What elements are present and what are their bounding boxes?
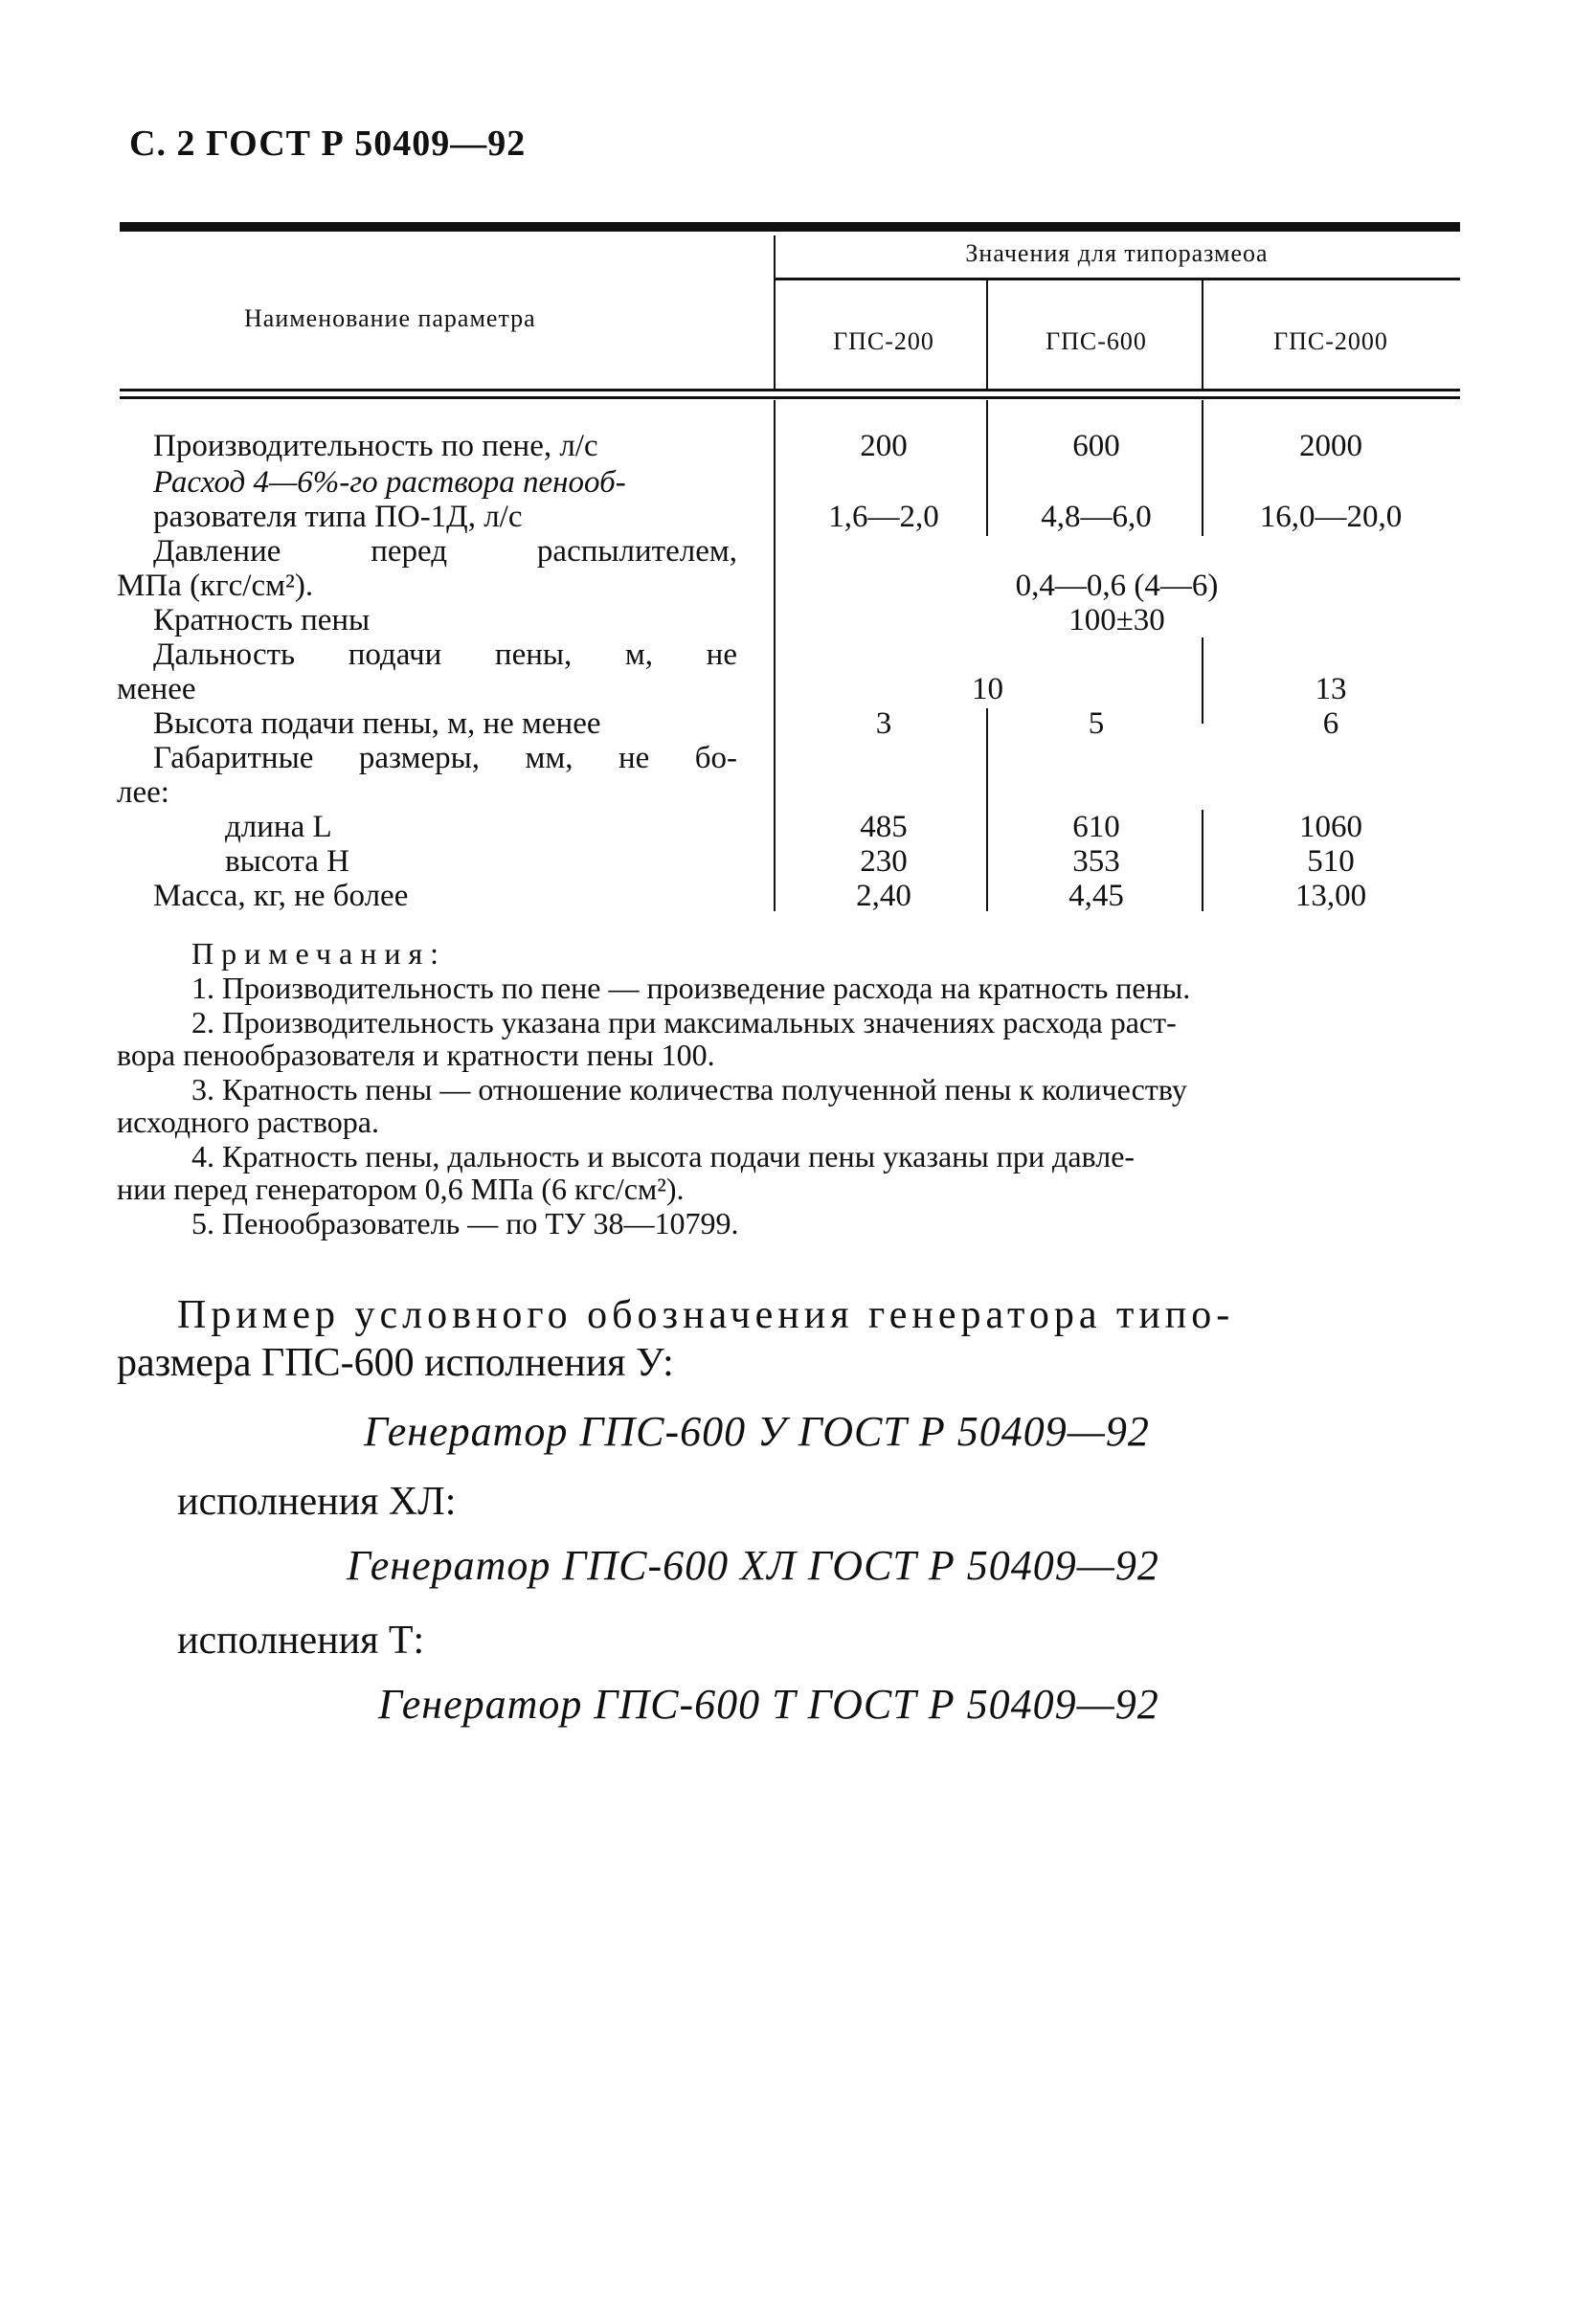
column-header-gps2000: ГПС-2000 bbox=[1273, 327, 1388, 355]
merged-cell: 100±30 bbox=[1068, 603, 1165, 637]
note-4: 4. Кратность пены, дальность и высота подачи пены указаны при давле- bbox=[191, 1139, 1136, 1173]
example-intro-cont: размера ГПС-600 исполнения У: bbox=[117, 1341, 674, 1385]
row-label: лее: bbox=[117, 775, 169, 810]
row-label: МПа (кгс/см²). bbox=[117, 569, 314, 603]
variant-label-t: исполнения Т: bbox=[177, 1619, 425, 1663]
cell: 600 bbox=[1072, 429, 1120, 463]
note-5: 5. Пенообразователь — по ТУ 38—10799. bbox=[191, 1206, 739, 1240]
cell: 2000 bbox=[1299, 429, 1362, 463]
column-header-gps200: ГПС-200 bbox=[833, 327, 934, 355]
note-4-cont: нии перед генератором 0,6 МПа (6 кгс/см²). bbox=[117, 1172, 685, 1206]
cell: 3 bbox=[875, 706, 892, 741]
note-3-cont: исходного раствора. bbox=[117, 1105, 379, 1139]
cell: 6 bbox=[1322, 706, 1339, 741]
note-2-cont: вора пенообразователя и кратности пены 100. bbox=[117, 1038, 715, 1072]
cell: 2,40 bbox=[856, 879, 911, 913]
cell: 230 bbox=[860, 844, 908, 879]
cell: 610 bbox=[1072, 810, 1120, 844]
row-label: длина L bbox=[225, 810, 332, 844]
table-head-rule-2 bbox=[120, 396, 1460, 399]
row-label: высота H bbox=[225, 844, 350, 879]
designation-u: Генератор ГПС-600 У ГОСТ Р 50409—92 bbox=[364, 1408, 1150, 1455]
table-head-rule bbox=[120, 389, 1460, 391]
page-header: С. 2 ГОСТ Р 50409—92 bbox=[129, 123, 527, 164]
row-label: Кратность пены bbox=[153, 603, 371, 637]
notes-title: Примечания: bbox=[191, 936, 447, 971]
row-label: разователя типа ПО-1Д, л/с bbox=[153, 500, 523, 534]
group-header-rule bbox=[774, 278, 1460, 280]
cell: 13 bbox=[1315, 672, 1347, 706]
cell: 4,45 bbox=[1068, 879, 1124, 913]
row-label: Производительность по пене, л/с bbox=[153, 429, 598, 463]
designation-t: Генератор ГПС-600 Т ГОСТ Р 50409—92 bbox=[378, 1681, 1159, 1728]
note-1: 1. Производительность по пене — произведение расхода на кратность пены. bbox=[191, 971, 1191, 1005]
table-top-rule bbox=[120, 222, 1460, 232]
cell: 4,8—6,0 bbox=[1041, 500, 1152, 534]
row-label: менее bbox=[117, 672, 196, 706]
cell: 13,00 bbox=[1294, 879, 1367, 913]
column-header-gps600: ГПС-600 bbox=[1046, 327, 1147, 355]
row-label: Масса, кг, не более bbox=[153, 879, 409, 913]
cell: 16,0—20,0 bbox=[1259, 500, 1403, 534]
cell: 5 bbox=[1088, 706, 1105, 741]
note-2: 2. Производительность указана при максимальных значениях расхода раст- bbox=[191, 1005, 1177, 1039]
cell: 485 bbox=[860, 810, 908, 844]
merged-cell: 0,4—0,6 (4—6) bbox=[1015, 569, 1219, 603]
note-3: 3. Кратность пены — отношение количества полученной пены к количеству bbox=[191, 1072, 1187, 1106]
example-intro: Пример условного обозначения генератора типо- bbox=[177, 1293, 1235, 1337]
row-label: Высота подачи пены, м, не менее bbox=[153, 706, 601, 741]
designation-hl: Генератор ГПС-600 ХЛ ГОСТ Р 50409—92 bbox=[347, 1542, 1159, 1589]
param-header: Наименование параметра bbox=[244, 304, 536, 332]
cell: 510 bbox=[1307, 844, 1355, 879]
merged-cell: 10 bbox=[972, 672, 1003, 706]
row-label: Дальность подачи пены, м, не bbox=[153, 637, 737, 672]
cell: 1060 bbox=[1299, 810, 1362, 844]
cell: 1,6—2,0 bbox=[828, 500, 939, 534]
group-header: Значения для типоразмеоа bbox=[965, 239, 1269, 267]
row-label: Габаритные размеры, мм, не бо- bbox=[153, 741, 737, 775]
cell: 353 bbox=[1072, 844, 1120, 879]
variant-label-hl: исполнения ХЛ: bbox=[177, 1480, 457, 1524]
row-label: Расход 4—6%-го раствора пенооб- bbox=[153, 465, 626, 500]
row-label: Давление перед распылителем, bbox=[153, 534, 737, 569]
cell: 200 bbox=[860, 429, 908, 463]
